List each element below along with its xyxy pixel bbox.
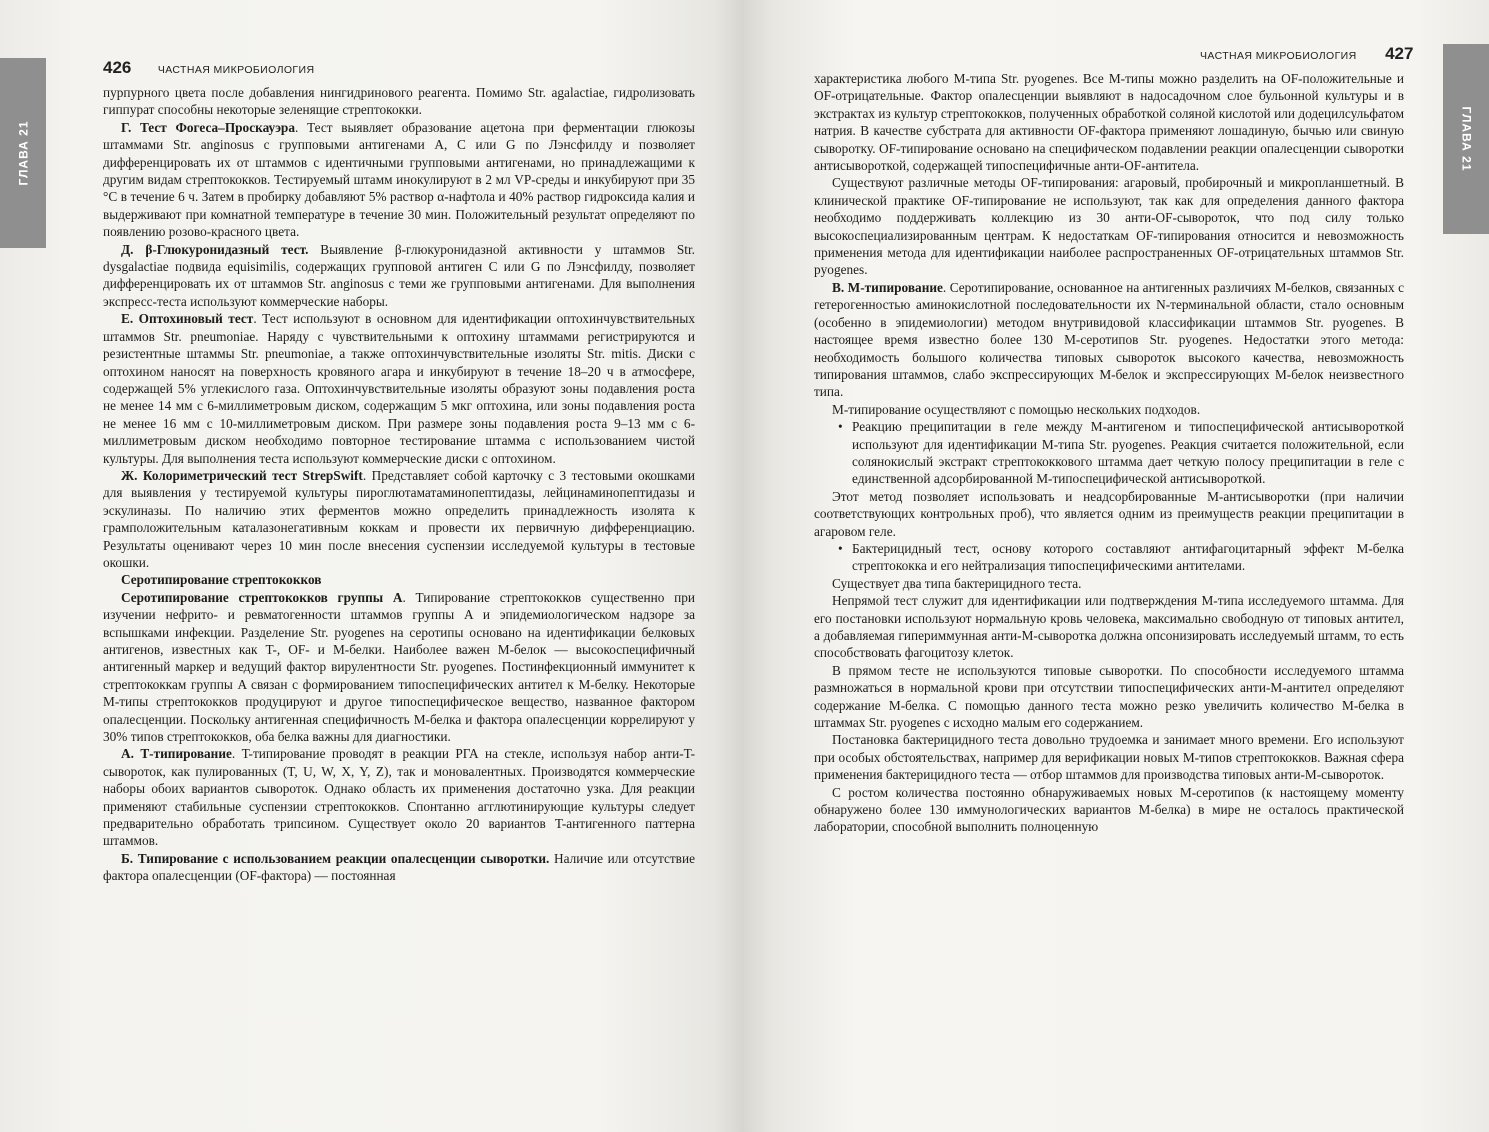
paragraph: пурпурного цвета после добавления нингидринового реагента. Помимо Str. agalactiae, гидролизовать гиппурат способны некоторые зеленящие стрептококки.	[103, 85, 695, 118]
left-text-column	[103, 84, 695, 885]
running-head-left	[103, 58, 314, 78]
paragraph-text: Выявление β-глюкуронидазной активности у штаммов Str. dysgalactiae подвида equisimilis, содержащих групповой антиген C или G по Лэнсфилду, позволяет дифференцировать их от штаммов Str. anginosus с теми же групповыми антигенами. Для выполнения экспресс-теста используют коммерческие наборы.	[103, 241, 695, 309]
paragraph-text: Наличие или отсутствие фактора опалесценции (OF-фактора) — постоянная	[103, 850, 695, 884]
bullet-list	[814, 540, 1404, 575]
paragraph: характеристика любого M-типа Str. pyogenes. Все M-типы можно разделить на OF-положительные и OF-отрицательные. Фактор опалесценции выявляют в надосадочном слое бульонной культуры и в экстрактах из культур стрептококков, полученных обработкой соляной кислотой или додецилсульфатом натрия. В качестве субстрата для активности OF-фактора применяют лошадиную, бычью или свиную сыворотку. OF-типирование основано на специфическом подавлении реакции опалесценции сыворотки антисывороткой, содержащей типоспецифичные анти-OF-антитела.	[814, 71, 1404, 174]
paragraph	[103, 850, 695, 885]
chapter-tab-left	[0, 58, 46, 248]
paragraph	[103, 467, 695, 571]
paragraph: Существует два типа бактерицидного теста.	[832, 575, 1082, 591]
paragraph-title: А. Т-типирование	[121, 746, 232, 762]
paragraph: M-типирование осуществляют с помощью нескольких подходов.	[832, 401, 1201, 417]
paragraph-text: . Тест выявляет образование ацетона при ферментации глюкозы штаммами Str. anginosus с групповыми антигенами A, C или G по Лэнсфилду и позволяет дифференцировать их от штаммов с идентичными групповыми антигенами, но принадлежащими к другим видам стрептококков. Тестируемый штамм инокулируют в 2 мл VP-среды и инкубируют при 35 °C в течение 6 ч. Затем в пробирку добавляют 5% раствор α-нафтола и 40% раствор гидроксида калия и выдерживают при комнатной температуре в течение 30 мин. Положительный результат определяют по появлению розово-красного цвета.	[103, 119, 695, 240]
paragraph-title: Ж. Колориметрический тест StrepSwift	[121, 467, 363, 483]
paragraph-title: Г. Тест Фогеса–Проскауэра	[121, 119, 295, 135]
paragraph: Непрямой тест служит для идентификации или подтверждения M-типа исследуемого штамма. Для его постановки используют нормальную кровь человека, максимально свободную от типовых антител, а добавляемая гипериммунная анти-M-сыворотка должна опсонизировать исследуемый штамм, то есть способствовать фагоцитозу клеток.	[814, 593, 1404, 661]
paragraph	[103, 310, 695, 467]
paragraph	[103, 241, 695, 311]
paragraph: Этот метод позволяет использовать и неадсорбированные M-антисыворотки (при наличии соответствующих контрольных проб), что является одним из преимуществ реакции преципитации в агаровом геле.	[814, 488, 1404, 539]
paragraph	[103, 589, 695, 746]
paragraph-title: Д. β-Глюкуронидазный тест.	[121, 241, 309, 257]
page-number-right: 427	[1385, 44, 1414, 63]
right-page	[744, 0, 1489, 1132]
chapter-tab-left-label: ГЛАВА 21	[16, 120, 31, 186]
bullet-list	[814, 418, 1404, 488]
running-title-right: ЧАСТНАЯ МИКРОБИОЛОГИЯ	[1200, 50, 1357, 62]
paragraph: С ростом количества постоянно обнаруживаемых новых M-серотипов (к настоящему моменту обнаружено более 130 иммунологических вариантов M-белка) в мире не осталось практической лаборатории, способной выполнить полноценную	[814, 784, 1404, 835]
paragraph	[814, 279, 1404, 401]
paragraph-text: . Представляет собой карточку с 3 тестовыми окошками для выявления у тестируемой культуры пироглютаматаминопептидазы, лейцинаминопептидазы и эскулиназы. По наличию этих ферментов можно определить принадлежность изолята к грамположительным каталазонегативным коккам и провести их первичную дифференциацию. Результаты оценивают через 10 мин после внесения суспензии исследуемой культуры в тестовые окошки.	[103, 467, 695, 570]
paragraph-text: . Серотипирование, основанное на антигенных различиях M-белков, связанных с гетерогенностью аминокислотной последовательности их N-терминальной области, стало основным (особенно в эпидемиологии) методом внутривидовой классификации штаммов Str. pyogenes. В настоящее время известно более 130 M-серотипов Str. pyogenes. Недостатки этого метода: необходимость большого количества типовых сывороток высокого качества, невозможность типирования штаммов, слабо экспрессирующих M-белок и экспрессирующих M-белок неизвестного типа.	[814, 279, 1404, 400]
paragraph-title: Е. Оптохиновый тест	[121, 311, 254, 327]
paragraph	[103, 745, 695, 849]
right-text-column	[814, 70, 1404, 836]
running-title-left: ЧАСТНАЯ МИКРОБИОЛОГИЯ	[157, 64, 315, 76]
chapter-tab-right	[1443, 44, 1489, 234]
paragraph-text: . T-типирование проводят в реакции РГА на стекле, используя набор анти-T-сывороток, как пулированных (T, U, W, X, Y, Z), так и моновалентных. Производятся коммерческие наборы обоих вариантов сывороток. Однако область их применения достаточно узка. Для реакции применяют стабильные суспензии стрептококков. Спонтанно агглютинирующие культуры следует предварительно обработать трипсином. Существует около 20 вариантов T-антигенного паттерна штаммов.	[103, 746, 695, 849]
paragraph: В прямом тесте не используются типовые сыворотки. По способности исследуемого штамма размножаться в нормальной крови при отсутствии типоспецифических анти-M-антител определяют содержание M-белка. С помощью данного теста можно резко увеличить количество M-белка в штаммах Str. pyogenes с исходно малым его содержанием.	[814, 662, 1404, 731]
section-heading: Серотипирование стрептококков	[121, 572, 322, 588]
paragraph-title: Серотипирование стрептококков группы А	[121, 589, 403, 605]
paragraph	[103, 119, 695, 241]
paragraph: Существуют различные методы OF-типирования: агаровый, пробирочный и микропланшетный. В клинической практике OF-типирование не используют, так как для определения данного фактора необходимо поддерживать коллекцию из 30 анти-OF-сывороток, что под силу только высокоспециализированным центрам. К недостаткам OF-типирования относится и невозможность применения метода для идентификации наиболее распространенных OF-отрицательных штаммов Str. pyogenes.	[814, 175, 1404, 278]
running-head-right	[1200, 44, 1413, 64]
chapter-tab-right-label: ГЛАВА 21	[1459, 106, 1474, 172]
paragraph-title: В. М-типирование	[832, 279, 943, 295]
list-item: • Бактерицидный тест, основу которого составляют антифагоцитарный эффект M-белка стрептококка и его нейтрализация типоспецифическими антителами.	[838, 540, 1404, 575]
list-item: • Реакцию преципитации в геле между M-антигеном и типоспецифической антисывороткой используют для идентификации M-типа Str. pyogenes. Реакция считается положительной, если солянокислый экстракт стрептококкового штамма дает четкую полосу преципитации в геле с единственной адсорбированной M-типоспецифической антисывороткой.	[838, 418, 1404, 488]
left-page	[0, 0, 744, 1132]
paragraph-text: . Тест используют в основном для идентификации оптохинчувствительных штаммов Str. pneumoniae. Наряду с чувствительными к оптохину штаммами регистрируются и резистентные штаммы Str. pneumoniae, а также оптохинчувствительные изоляты Str. mitis. Диски с оптохином наносят на поверхность кровяного агара и инкубируют в течение 18–20 ч в атмосфере, содержащей 5% углекислого газа. Оптохинчувствительные изоляты образуют зоны подавления роста не менее 14 мм с 6-миллиметровым диском, содержащим 5 мкг оптохина, или зоны подавления роста не менее 16 мм с 10-миллиметровым диском. При размере зоны подавления роста 9–13 мм с 6-миллиметровым диском необходимо повторное тестирование штамма с использованием чистой культуры. Для выполнения теста используют коммерческие диски с оптохином.	[103, 311, 696, 466]
paragraph-text: . Типирование стрептококков существенно при изучении нефрито- и ревматогенности штаммов группы A и эпидемиологическом надзоре за вспышками инфекции. Разделение Str. pyogenes на серотипы основано на идентификации белковых антигенов, известных как T-, OF- и M-белки. Наиболее важен M-белок — высокоспецифичный антигенный маркер и ведущий фактор вирулентности Str. pyogenes. Постинфекционный иммунитет к стрептококкам группы A связан с формированием типоспецифических антител к M-белку. Некоторые M-типы стрептококков продуцируют и другое типоспецифическое вещество, названное фактором опалесценции. Поскольку антигенная специфичность M-белка и фактора опалесценции коррелируют у 30% типов стрептококков, оба белка важны для диагностики.	[103, 589, 695, 745]
paragraph: Постановка бактерицидного теста довольно трудоемка и занимает много времени. Его используют при особых обстоятельствах, например для верификации новых M-типов стрептококков. Важная сфера применения бактерицидного теста — отбор штаммов для производства типовых анти-M-сывороток.	[814, 732, 1404, 783]
page-number-left: 426	[103, 58, 132, 77]
paragraph-title: Б. Типирование с использованием реакции опалесценции сыворотки.	[121, 850, 550, 866]
